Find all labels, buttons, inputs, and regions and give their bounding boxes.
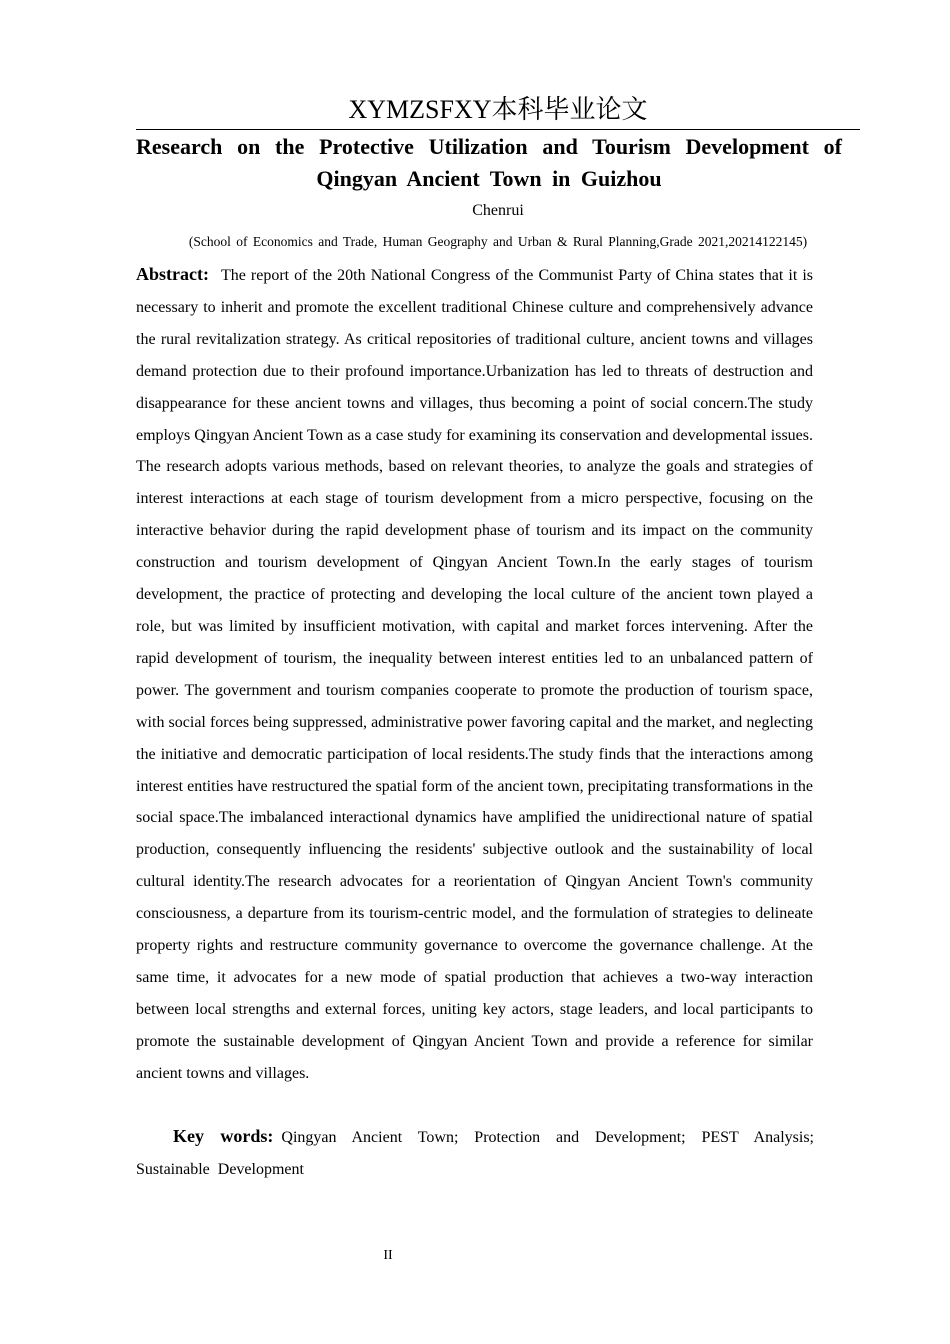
author-name: Chenrui — [472, 202, 524, 219]
abstract-section — [136, 259, 813, 1090]
running-header: XYMZSFXY本科毕业论文 — [136, 92, 860, 130]
abstract-label: Abstract: — [136, 264, 209, 284]
abstract-text: The report of the 20th National Congress of the Communist Party of China states that it is necessary to inherit and promote the excellent traditional Chinese culture and comprehensively advance the rural revitalization strategy. As critical repositories of traditional culture, ancient towns and villages demand protection due to their profound importance.Urbanization has led to threats of destruction and disappearance for these ancient towns and villages, thus becoming a point of social concern.The study employs Qingyan Ancient Town as a case study for examining its conservation and developmental issues. The research adopts various methods, based on relevant theories, to analyze the goals and strategies of interest interactions at each stage of tourism development from a micro perspective, focusing on the interactive behavior during the rapid development phase of tourism and its impact on the community construction and tourism development of Qingyan Ancient Town.In the early stages of tourism development, the practice of protecting and developing the local culture of the ancient town played a role, but was limited by insufficient motivation, with capital and market forces intervening. After the rapid development of tourism, the inequality between interest entities led to an unbalanced pattern of power. The government and tourism companies cooperate to promote the production of tourism space, with social forces being suppressed, administrative power favoring capital and the market, and neglecting the initiative and democratic participation of local residents.The study finds that the interactions among interest entities have restructured the spatial form of the ancient town, precipitating transformations in the social space.The imbalanced interactional dynamics have amplified the unidirectional nature of spatial production, consequently influencing the residents' subjective outlook and the sustainability of local cultural identity.The research advocates for a reorientation of Qingyan Ancient Town's community consciousness, a departure from its tourism-centric model, and the formulation of strategies to delineate property rights and restructure community governance to overcome the governance challenge. At the same time, it advocates for a new mode of spatial production that achieves a two-way interaction between local strengths and external forces, uniting key actors, stage leaders, and local participants to promote the sustainable development of Qingyan Ancient Town and provide a reference for similar ancient towns and villages. — [136, 267, 813, 1082]
paper-title-line-2: Qingyan Ancient Town in Guizhou — [316, 166, 662, 191]
keywords-section — [136, 1121, 814, 1185]
keywords-label: Key words: — [173, 1126, 274, 1146]
author-affiliation: (School of Economics and Trade, Human Geography and Urban & Rural Planning,Grade 2021,20214122145) — [188, 234, 808, 249]
paper-title — [136, 131, 842, 195]
page-number: II — [383, 1248, 393, 1263]
paper-title-line-1: Research on the Protective Utilization and Tourism Development of — [136, 134, 842, 159]
keywords-text: Qingyan Ancient Town; Protection and Development; PEST Analysis; Sustainable Development — [136, 1129, 814, 1178]
